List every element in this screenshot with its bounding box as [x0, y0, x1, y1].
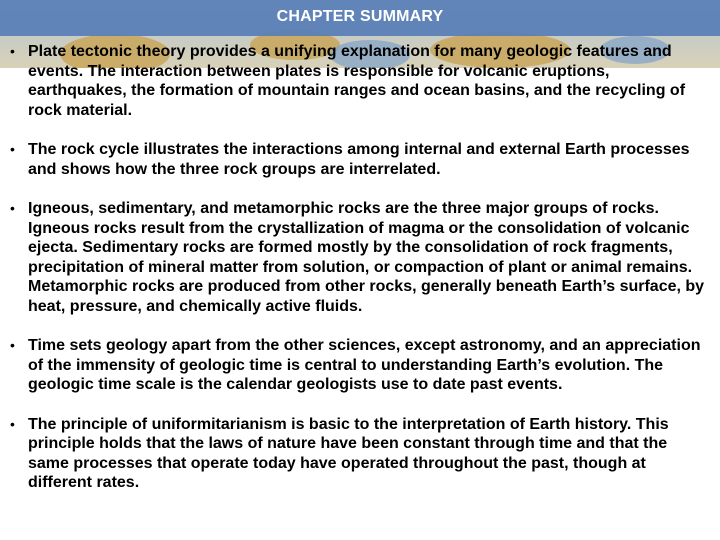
- bullet-icon: •: [10, 415, 15, 432]
- bullet-icon: •: [10, 43, 15, 59]
- summary-item-text: Time sets geology apart from the other sciences, except astronomy, and an appreciation of the immensity of geologic time is central to understanding Earth’s evolution. The geologic time scale is the calendar geologists use to date past events.: [28, 337, 701, 393]
- summary-item: [8, 140, 708, 179]
- summary-item-text: Igneous, sedimentary, and metamorphic rocks are the three major groups of rocks. Igneous rocks result from the crystallization of magma or the consolidation of volcanic ejecta. Sedimentary rocks are formed mostly by the consolidation of rock fragments, precipitation of mineral matter from solution, or compaction of plant or animal remains. Metamorphic rocks are produced from other rocks, generally beneath Earth’s surface, by heat, pressure, and chemically active fluids.: [28, 200, 705, 315]
- summary-list: [8, 42, 708, 493]
- page-title: CHAPTER SUMMARY: [276, 8, 444, 25]
- summary-item: [8, 199, 708, 316]
- summary-item: [8, 336, 708, 395]
- summary-item: [8, 415, 708, 493]
- summary-item-text: The principle of uniformitarianism is basic to the interpretation of Earth history. This principle holds that the laws of nature have been constant through time and that the same processes that operate today have operated throughout the past, though at different rates.: [28, 415, 669, 491]
- summary-item: [8, 42, 708, 120]
- bullet-icon: •: [10, 337, 15, 353]
- summary-item-text: Plate tectonic theory provides a unifying explanation for many geologic features and events. The interaction between plates is responsible for volcanic eruptions, earthquakes, the formation of mountain ranges and ocean basins, and the recycling of rock material.: [28, 43, 686, 119]
- bullet-icon: •: [10, 200, 15, 216]
- bullet-icon: •: [10, 141, 15, 157]
- summary-item-text: The rock cycle illustrates the interactions among internal and external Earth processes and shows how the three rock groups are interrelated.: [28, 141, 690, 178]
